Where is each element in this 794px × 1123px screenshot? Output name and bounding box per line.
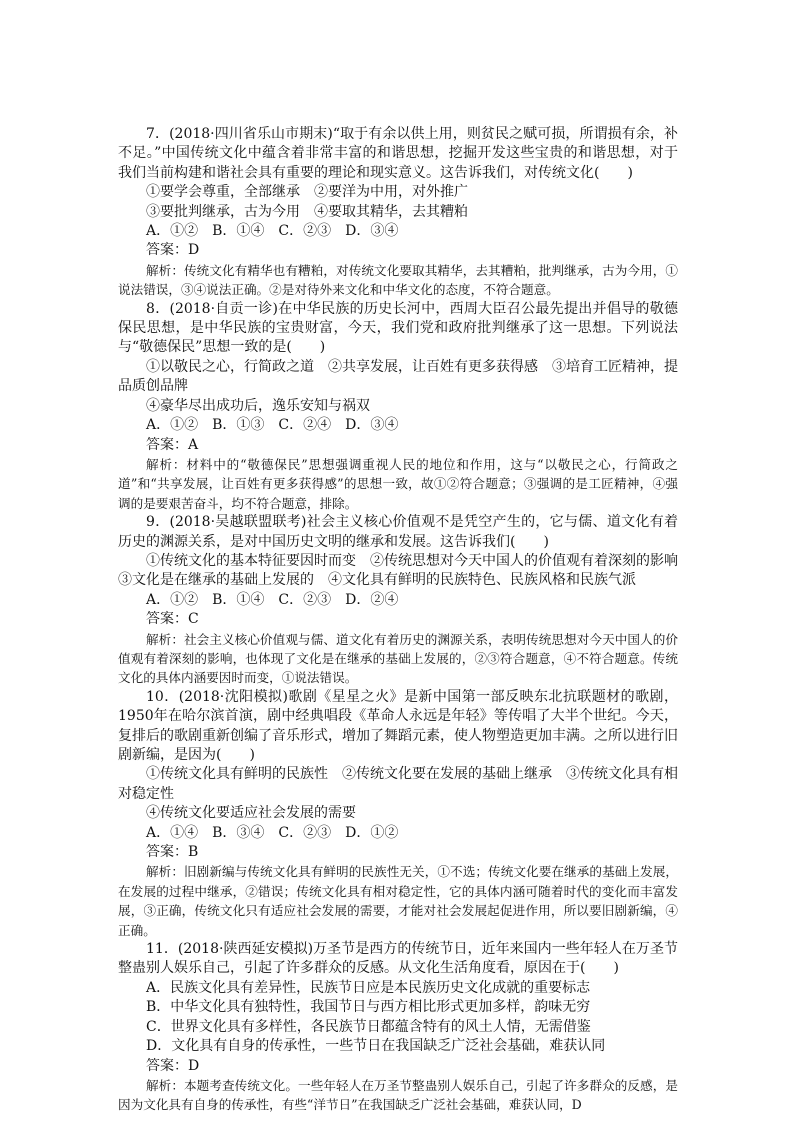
question-7-explanation: 解析：传统文化有精华也有糟粕，对传统文化要取其精华，去其糟粕，批判继承，古为今用，①说法错误，③④说法正确。②是对待外来文化和中华文化的态度，不符合题意。 (118, 262, 678, 298)
question-11-option-d: D．文化具有自身的传承性，一些节日在我国缺乏广泛社会基础，难获认同 (146, 1038, 606, 1055)
document-page (118, 125, 692, 1115)
question-11-answer: 答案：D (146, 1057, 200, 1074)
question-9-item: ①传统文化的基本特征要因时而变 ②传统思想对今天中国人的价值观有着深刻的影响 ③文化是在继承的基础上发展的 ④文化具有鲜明的民族特色、民族风格和民族气派 (118, 552, 692, 589)
question-10-explanation: 解析：旧剧新编与传统文化具有鲜明的民族性无关，①不选；传统文化要在继承的基础上发展，在发展的过程中继承，②错误；传统文化具有相对稳定性，它的具体内涵可随着时代的变化而丰富发展，③正确，传统文化只有适应社会发展的需要，才能对社会发展起促进作用，所以要旧剧新编，④正确。 (118, 864, 678, 938)
question-9-explanation: 解析：社会主义核心价值观与儒、道文化有着历史的渊源关系，表明传统思想对今天中国人的价值观有着深刻的影响，也体现了文化是在继承的基础上发展的，②③符合题意，④不符合题意。传统文化的具体内涵要因时而变，①说法错误。 (118, 631, 678, 686)
question-11-option-c: C．世界文化具有多样性，各民族节日都蕴含特有的风土人情，无需借鉴 (146, 1018, 591, 1035)
question-8-choices: A．①② B．①③ C．②④ D．③④ (146, 417, 399, 434)
question-10-item: ①传统文化具有鲜明的民族性 ②传统文化要在发展的基础上继承 ③传统文化具有相对稳定性 (118, 766, 678, 802)
question-8-item: ④豪华尽出成功后，逸乐安知与祸双 (146, 397, 370, 414)
question-10-choices: A．①④ B．③④ C．②③ D．①② (146, 824, 399, 841)
question-7-choices: A．①② B．①④ C．②③ D．③④ (146, 223, 399, 240)
question-9-answer: 答案：C (146, 611, 199, 628)
question-8-answer: 答案：A (146, 436, 199, 453)
question-10-answer: 答案：B (146, 844, 199, 861)
question-10-item: ④传统文化要适应社会发展的需要 (146, 805, 356, 822)
question-11-stem: 11．(2018·陕西延安模拟)万圣节是西方的传统节日，近年来国内一些年轻人在万圣节整蛊别人娱乐自己，引起了许多群众的反感。从文化生活角度看，原因在于( ) (118, 941, 678, 977)
question-10-stem: 10．(2018·沈阳模拟)歌剧《星星之火》是新中国第一部反映东北抗联题材的歌剧，1950年在哈尔滨首演，剧中经典唱段《革命人永远是年轻》等传唱了大半个世纪。今天，复排后的歌剧重新创编了音乐形式，增加了舞蹈元素，使人物塑造更加丰满。之所以进行旧剧新编，是因为( ) (118, 688, 678, 763)
question-11-explanation: 解析：本题考查传统文化。一些年轻人在万圣节整蛊别人娱乐自己，引起了许多群众的反感，是因为文化具有自身的传承性，有些“洋节日”在我国缺乏广泛社会基础，难获认同，D (118, 1077, 678, 1113)
question-8-item: ①以敬民之心，行简政之道 ②共享发展，让百姓有更多获得感 ③培育工匠精神，提品质创品牌 (118, 358, 678, 395)
question-11-option-b: B．中华文化具有独特性，我国节日与西方相比形式更加多样，韵味无穷 (146, 999, 591, 1016)
question-9-choices: A．①② B．①④ C．②③ D．②④ (146, 591, 399, 608)
question-8-stem: 8．(2018·自贡一诊)在中华民族的历史长河中，西周大臣召公最先提出并倡导的敬德保民思想，是中华民族的宝贵财富，今天，我们党和政府批判继承了这一思想。下列说法与“敬德保民”思想一致的是( ) (118, 300, 678, 356)
question-7-stem: 7．(2018·四川省乐山市期末)“取于有余以供上用，则贫民之赋可损，所谓损有余，补不足。”中国传统文化中蕴含着非常丰富的和谐思想，挖掘开发这些宝贵的和谐思想，对于我们当前构建和谐社会具有重要的理论和现实意义。这告诉我们，对传统文化( ) (118, 126, 678, 181)
question-7-item: ①要学会尊重，全部继承 ②要洋为中用，对外推广 (146, 184, 468, 201)
question-11-option-a: A．民族文化具有差异性，民族节日应是本民族历史文化成就的重要标志 (146, 979, 591, 996)
question-8-explanation: 解析：材料中的“敬德保民”思想强调重视人民的地位和作用，这与“以敬民之心，行简政之道”和“共享发展，让百姓有更多获得感”的思想一致，故①②符合题意；③强调的是工匠精神，④强调的是要艰苦奋斗，均不符合题意，排除。 (118, 456, 678, 511)
question-9-stem: 9．(2018·吴越联盟联考)社会主义核心价值观不是凭空产生的，它与儒、道文化有着历史的渊源关系，是对中国历史文明的继承和发展。这告诉我们( ) (118, 514, 678, 550)
question-7-item: ③要批判继承，古为今用 ④要取其精华，去其糟粕 (146, 203, 468, 220)
question-7-answer: 答案：D (146, 242, 200, 259)
